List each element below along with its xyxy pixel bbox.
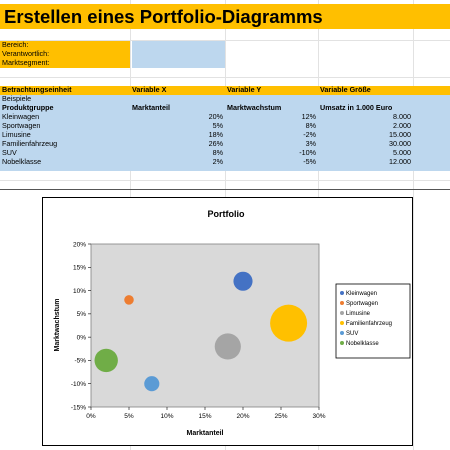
header-row [0, 86, 450, 95]
subheader-umsatz: Umsatz in 1.000 Euro [320, 104, 393, 112]
y-tick-label: 5% [76, 311, 86, 319]
row-size: 5.000 [393, 149, 411, 157]
row-size: 12.000 [389, 158, 411, 166]
subheader-row [0, 104, 450, 113]
info-row-marktsegment [0, 59, 450, 68]
bubble-limusine[interactable] [215, 333, 241, 359]
sheet-title: Erstellen eines Portfolio-Diagramms [4, 6, 323, 27]
y-tick-label: -10% [70, 381, 86, 389]
input-bereich[interactable] [132, 41, 225, 50]
row-x: 5% [212, 122, 223, 130]
bubble-sportwagen[interactable] [124, 295, 134, 305]
legend-label: Kleinwagen [346, 291, 378, 297]
row-size: 2.000 [393, 122, 411, 130]
x-tick-label: 15% [198, 413, 212, 420]
title-row [0, 4, 450, 29]
info-row-verantwortlich [0, 50, 450, 59]
row-name: Limusine [2, 131, 31, 139]
row-x: 20% [208, 113, 223, 121]
row-y: -5% [303, 158, 316, 166]
legend-marker [340, 301, 344, 305]
row-x: 2% [212, 158, 223, 166]
beispiele-label: Beispiele [2, 95, 32, 103]
legend-marker [340, 311, 344, 315]
bubble-suv[interactable] [144, 376, 159, 391]
row-name: Kleinwagen [2, 113, 40, 121]
row-x: 8% [212, 149, 223, 157]
bubble-familienfahrzeug[interactable] [270, 305, 307, 342]
chart-title: Portfolio [207, 209, 245, 219]
portfolio-chart[interactable] [42, 197, 413, 446]
y-axis-label: Marktwachstum [54, 298, 61, 352]
gridline [0, 189, 450, 190]
row-name: Familienfahrzeug [2, 140, 58, 148]
x-tick-label: 0% [86, 413, 96, 420]
y-tick-label: 0% [76, 334, 86, 342]
row-y: 3% [305, 140, 316, 148]
x-tick-label: 10% [160, 413, 174, 420]
header-var-y: Variable Y [227, 86, 262, 94]
legend-label: Sportwagen [346, 301, 379, 307]
y-tick-label: -15% [70, 404, 86, 412]
table-row[interactable] [0, 122, 450, 131]
row-name: Sportwagen [2, 122, 41, 130]
y-tick-label: 15% [72, 264, 86, 272]
legend-label: Familienfahrzeug [346, 321, 393, 327]
bubble-kleinwagen[interactable] [233, 272, 252, 291]
header-betrachtung: Betrachtungseinheit [2, 86, 72, 94]
legend-label: SUV [346, 331, 359, 337]
table-row[interactable] [0, 158, 450, 167]
x-axis-label: Marktanteil [186, 430, 224, 437]
y-tick-label: 20% [72, 241, 86, 249]
row-name: SUV [2, 149, 17, 157]
header-var-size: Variable Größe [320, 86, 371, 94]
legend-marker [340, 321, 344, 325]
row-y: -2% [303, 131, 316, 139]
legend-marker [340, 341, 344, 345]
legend-marker [340, 331, 344, 335]
x-tick-label: 5% [124, 413, 134, 420]
row-y: 8% [305, 122, 316, 130]
label-marktsegment: Marktsegment: [0, 59, 130, 68]
legend-label: Limusine [346, 311, 371, 317]
subheader-marktanteil: Marktanteil [132, 104, 170, 112]
row-y: -10% [299, 149, 316, 157]
gridline [0, 180, 450, 181]
row-x: 26% [208, 140, 223, 148]
label-verantwortlich: Verantwortlich: [0, 50, 130, 59]
y-tick-label: 10% [72, 287, 86, 295]
header-var-x: Variable X [132, 86, 167, 94]
x-tick-label: 25% [274, 413, 288, 420]
label-bereich: Bereich: [0, 41, 130, 50]
gridline [0, 77, 450, 78]
x-tick-label: 20% [236, 413, 250, 420]
bubble-nobelklasse[interactable] [94, 349, 117, 372]
table-row[interactable] [0, 131, 450, 140]
beispiele-row [0, 95, 450, 104]
table-row[interactable] [0, 140, 450, 149]
row-size: 8.000 [393, 113, 411, 121]
x-tick-label: 30% [312, 413, 326, 420]
input-verantwortlich[interactable] [132, 50, 225, 59]
row-size: 30.000 [389, 140, 411, 148]
legend-label: Nobelklasse [346, 341, 379, 347]
row-x: 18% [208, 131, 223, 139]
row-name: Nobelklasse [2, 158, 42, 166]
table-row[interactable] [0, 149, 450, 158]
table-row[interactable] [0, 113, 450, 122]
chart-svg [43, 198, 412, 445]
subheader-produktgruppe: Produktgruppe [2, 104, 54, 112]
legend [336, 284, 410, 358]
y-tick-label: -5% [74, 357, 86, 365]
row-y: 12% [301, 113, 316, 121]
info-row-bereich [0, 41, 450, 50]
legend-marker [340, 291, 344, 295]
input-marktsegment[interactable] [132, 59, 225, 68]
row-size: 15.000 [389, 131, 411, 139]
subheader-marktwachstum: Marktwachstum [227, 104, 282, 112]
